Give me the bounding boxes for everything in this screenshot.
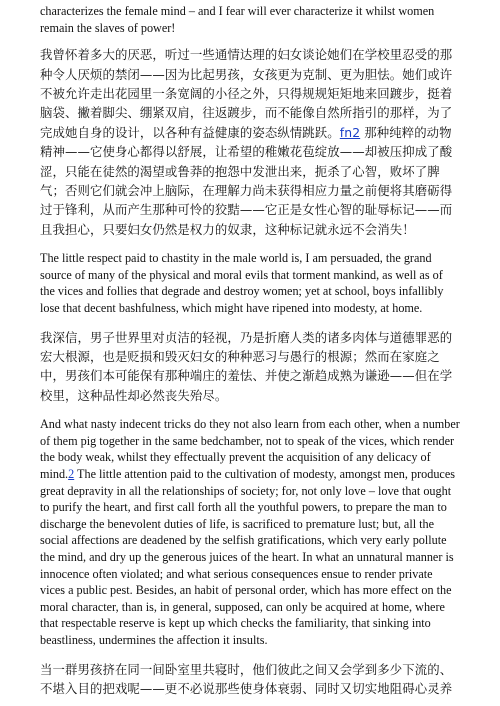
footnote-link-fn2[interactable]: fn2 bbox=[339, 124, 361, 140]
document-page bbox=[40, 0, 460, 698]
paragraph-text: And what nasty indecent tricks do they not also learn from each other, when a number of them pig together in the same bedchamber, not to speak of the vices, which render the body weak, whilst they effectually prevent the acquisition of any delicacy of mind. bbox=[40, 417, 460, 482]
paragraph-english-1: characterizes the female mind – and I fear will ever characterize it whilst women remain the slaves of power! bbox=[40, 4, 435, 35]
spacer bbox=[40, 36, 460, 45]
spacer bbox=[40, 239, 460, 250]
paragraph-text: The little attention paid to the cultivation of modesty, amongst men, produces great depravity in all the relationships of society; for, not only love – love that ought to purify the heart, and first call forth all the youthful powers, to prepare the man to discharge the benevolent duties of life, is sacrificed to premature lust; but, all the social affections are deadened by the selfish gratifications, which very early pollute the mind, and dry up the generous juices of the heart. In what an unnatural manner is innocence often violated; and what serious consequences ensue to render private vices a public pest. Besides, an habit of personal order, which has more effect on the moral character, than is, in general, supposed, can only be acquired at home, where that respectable reserve is kept up which checks the familiarity, that sinking into beastliness, undermines the affection it insults. bbox=[40, 467, 455, 647]
paragraph-english-3 bbox=[40, 416, 460, 648]
paragraph-chinese-3: 当一群男孩挤在同一间卧室里共寝时，他们彼此之间又会学到多少下流的、不堪入目的把戏呢——更不必说那些使身体衰弱、同时又切实地阻碍心灵养 bbox=[40, 661, 453, 696]
paragraph-chinese-1 bbox=[40, 45, 460, 239]
paragraph-english-2: The little respect paid to chastity in the male world is, I am persuaded, the grand source of many of the physical and moral evils that torment mankind, as well as of the vices and follies that degrade and destroy women; yet at school, boys infallibly lose that decent bashfulness, which might have ripened into modesty, at home. bbox=[40, 251, 444, 316]
paragraph-text: 那种纯粹的动物精神——它使身心都得以舒展，让希望的稚嫩花苞绽放——却被压抑成了酸涩，只能在徒然的渴望或鲁莽的抱怨中发泄出来，扼杀了心智，败坏了脾气；否则它们就会冲上脑际，在理解力尚未获得相应力量之前便将其磨砺得过于锋利，从而产生那种可怜的狡黠——它正是女性心智的耻辱标记——而且我担心，只要妇女仍然是权力的奴隶，这种标记就永远不会消失！ bbox=[40, 124, 453, 237]
paragraph-text: 我曾怀着多大的厌恶，听过一些通情达理的妇女谈论她们在学校里忍受的那种令人厌烦的禁闭——因为比起男孩，女孩更为克制、更为胆怯。她们或许不被允许走出花园里一条宽阔的小径之外，只得规规矩矩地来回踱步，挺着脑袋、撇着脚尖、绷紧双肩，往返踱步，而不能像自然所指引的那样，为了完成她自身的设计，以各种有益健康的姿态纵情跳跃。 bbox=[40, 47, 453, 140]
spacer bbox=[40, 405, 460, 416]
paragraph-chinese-2: 我深信，男子世界里对贞洁的轻视，乃是折磨人类的诸多肉体与道德罪恶的宏大根源，也是贬损和毁灭妇女的种种恶习与愚行的根源；然而在家庭之中，男孩们本可能保有那种端庄的羞怯、并使之渐趋成熟为谦逊——但在学校里，这种品性却必然丧失殆尽。 bbox=[40, 329, 453, 403]
footnote-link-2[interactable]: 2 bbox=[68, 467, 75, 482]
spacer bbox=[40, 317, 460, 328]
spacer bbox=[40, 649, 460, 660]
